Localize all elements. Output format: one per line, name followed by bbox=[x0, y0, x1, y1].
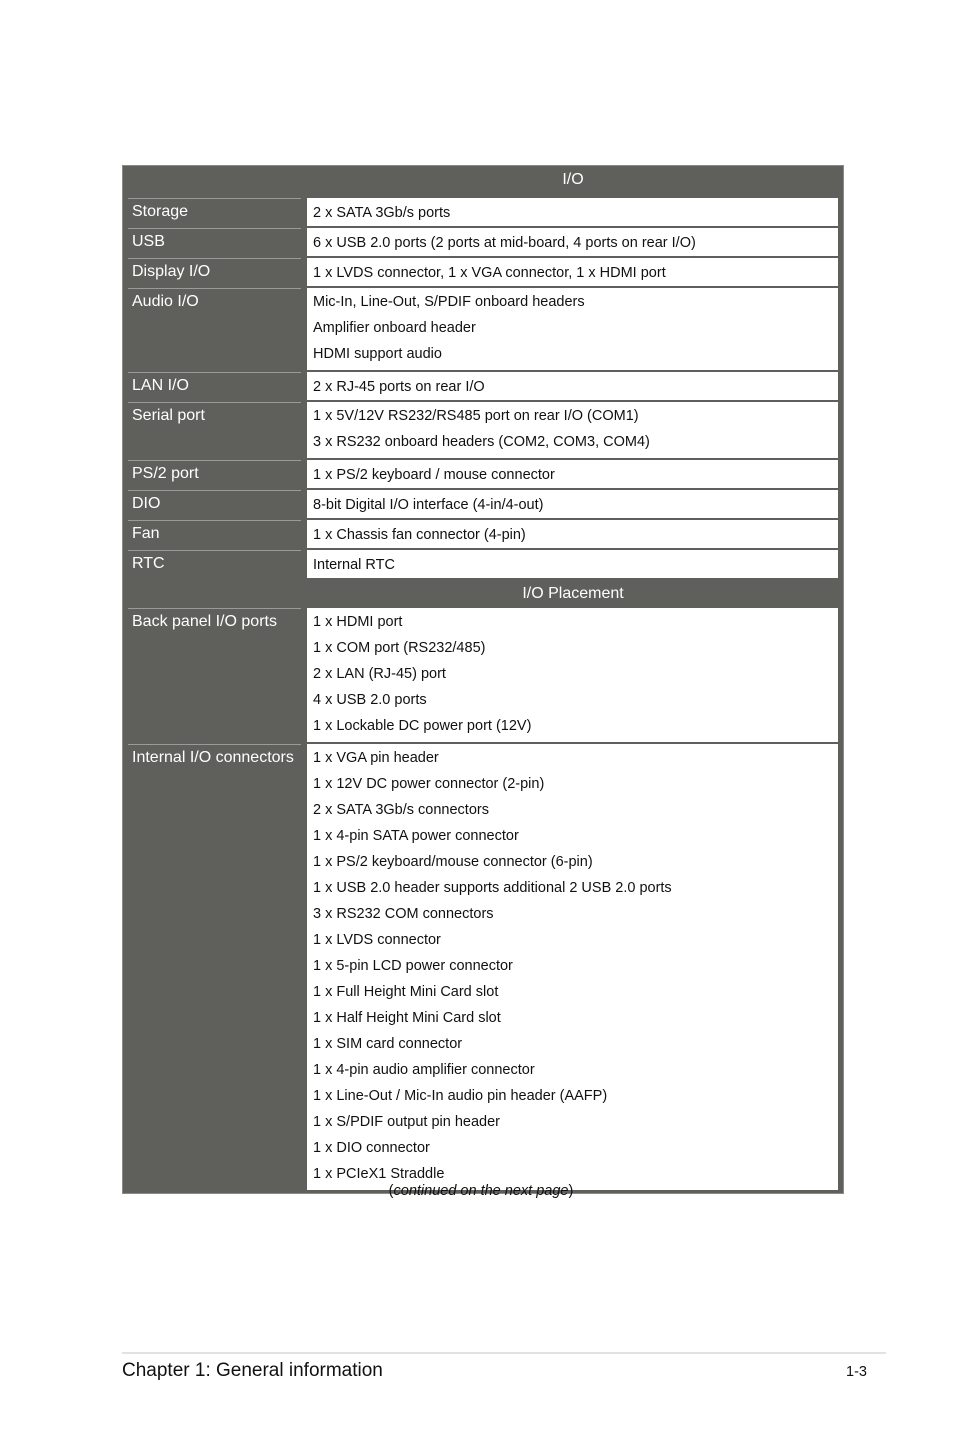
spec-value-line: 1 x Half Height Mini Card slot bbox=[313, 1010, 501, 1026]
spec-value-line: 4 x USB 2.0 ports bbox=[313, 692, 427, 708]
spec-value-line: 1 x 12V DC power connector (2-pin) bbox=[313, 776, 545, 792]
spec-row-label: Serial port bbox=[128, 402, 301, 458]
spec-row-value bbox=[307, 402, 838, 458]
spec-value-line: 1 x LVDS connector bbox=[313, 932, 441, 948]
spec-row-value bbox=[307, 490, 838, 518]
spec-value-line: 1 x SIM card connector bbox=[313, 1036, 463, 1052]
footer-page-number: 1-3 bbox=[846, 1364, 867, 1380]
spec-row-label: Back panel I/O ports bbox=[128, 608, 301, 742]
spec-value-line: 2 x SATA 3Gb/s connectors bbox=[313, 802, 489, 818]
spec-value-line: HDMI support audio bbox=[313, 346, 442, 362]
spec-value-line: 1 x 5-pin LCD power connector bbox=[313, 958, 513, 974]
spec-value-line: 1 x COM port (RS232/485) bbox=[313, 640, 486, 656]
spec-value-line: 1 x USB 2.0 header supports additional 2 USB 2.0 ports bbox=[313, 880, 672, 896]
spec-value-line: 1 x LVDS connector, 1 x VGA connector, 1 x HDMI port bbox=[313, 265, 666, 281]
spec-row-value bbox=[307, 460, 838, 488]
footer-chapter-title: Chapter 1: General information bbox=[122, 1360, 383, 1381]
spec-value-line: 1 x PS/2 keyboard/mouse connector (6-pin) bbox=[313, 854, 593, 870]
spec-row bbox=[128, 372, 838, 400]
spec-row bbox=[128, 258, 838, 286]
spec-row-label: Fan bbox=[128, 520, 301, 548]
spec-value-line: 3 x RS232 onboard headers (COM2, COM3, COM4) bbox=[313, 434, 650, 450]
spec-value-line: 1 x DIO connector bbox=[313, 1140, 430, 1156]
spec-value-line: Amplifier onboard header bbox=[313, 320, 476, 336]
spec-value-line: 8-bit Digital I/O interface (4-in/4-out) bbox=[313, 497, 544, 513]
spec-row-value bbox=[307, 520, 838, 548]
spec-value-line: 1 x PS/2 keyboard / mouse connector bbox=[313, 467, 555, 483]
specifications-table bbox=[122, 165, 844, 1194]
spec-row bbox=[128, 228, 838, 256]
spec-row bbox=[128, 490, 838, 518]
spec-value-line: 3 x RS232 COM connectors bbox=[313, 906, 494, 922]
spec-value-line: 2 x LAN (RJ-45) port bbox=[313, 666, 446, 682]
spec-row-value bbox=[307, 608, 838, 742]
spec-row-value bbox=[307, 258, 838, 286]
io-placement-section-header: I/O Placement bbox=[522, 585, 624, 602]
spec-row-label: DIO bbox=[128, 490, 301, 518]
io-rows bbox=[128, 198, 838, 578]
spec-row-label: USB bbox=[128, 228, 301, 256]
continued-note bbox=[0, 1183, 954, 1199]
spec-row-value bbox=[307, 228, 838, 256]
spec-row-value bbox=[307, 550, 838, 578]
spec-row-value bbox=[307, 198, 838, 226]
spec-value-line: 1 x Chassis fan connector (4-pin) bbox=[313, 527, 526, 543]
spec-row-value bbox=[307, 288, 838, 370]
spec-row-label: LAN I/O bbox=[128, 372, 301, 400]
spec-value-line: 1 x Line-Out / Mic-In audio pin header (AAFP) bbox=[313, 1088, 608, 1104]
spec-row-label: Storage bbox=[128, 198, 301, 226]
spec-row bbox=[128, 198, 838, 226]
spec-value-line: 6 x USB 2.0 ports (2 ports at mid-board, 4 ports on rear I/O) bbox=[313, 235, 696, 251]
spec-value-line: 2 x RJ-45 ports on rear I/O bbox=[313, 379, 485, 395]
io-section-header: I/O bbox=[562, 171, 584, 188]
spec-row-label: Audio I/O bbox=[128, 288, 301, 370]
spec-row bbox=[128, 744, 838, 1190]
spec-row bbox=[128, 288, 838, 370]
spec-value-line: 2 x SATA 3Gb/s ports bbox=[313, 205, 451, 221]
spec-value-line: 1 x 4-pin SATA power connector bbox=[313, 828, 519, 844]
spec-row bbox=[128, 520, 838, 548]
spec-value-line: 1 x VGA pin header bbox=[313, 750, 439, 766]
spec-row bbox=[128, 460, 838, 488]
spec-row bbox=[128, 550, 838, 578]
footer-divider bbox=[122, 1352, 886, 1354]
io-placement-rows bbox=[128, 608, 838, 1190]
spec-value-line: 1 x S/PDIF output pin header bbox=[313, 1114, 500, 1130]
spec-row-label: RTC bbox=[128, 550, 301, 578]
spec-row bbox=[128, 608, 838, 742]
spec-value-line: Mic-In, Line-Out, S/PDIF onboard headers bbox=[313, 294, 585, 310]
spec-row-label: Display I/O bbox=[128, 258, 301, 286]
spec-value-line: 1 x 4-pin audio amplifier connector bbox=[313, 1062, 535, 1078]
continued-note-open: ( bbox=[388, 1183, 394, 1199]
continued-note-text: continued on the next page bbox=[393, 1183, 569, 1199]
spec-row-label: PS/2 port bbox=[128, 460, 301, 488]
spec-value-line: 1 x Full Height Mini Card slot bbox=[313, 984, 499, 1000]
spec-value-line: 1 x HDMI port bbox=[313, 614, 403, 630]
spec-value-line: 1 x Lockable DC power port (12V) bbox=[313, 718, 532, 734]
spec-row-label: Internal I/O connectors bbox=[128, 744, 301, 1190]
spec-value-line: 1 x 5V/12V RS232/RS485 port on rear I/O (COM1) bbox=[313, 408, 639, 424]
spec-row bbox=[128, 402, 838, 458]
spec-row-value bbox=[307, 744, 838, 1190]
spec-row-value bbox=[307, 372, 838, 400]
continued-note-close: ) bbox=[568, 1183, 574, 1199]
spec-value-line: Internal RTC bbox=[313, 557, 395, 573]
spec-value-line: 1 x PCIeX1 Straddle bbox=[313, 1166, 445, 1182]
